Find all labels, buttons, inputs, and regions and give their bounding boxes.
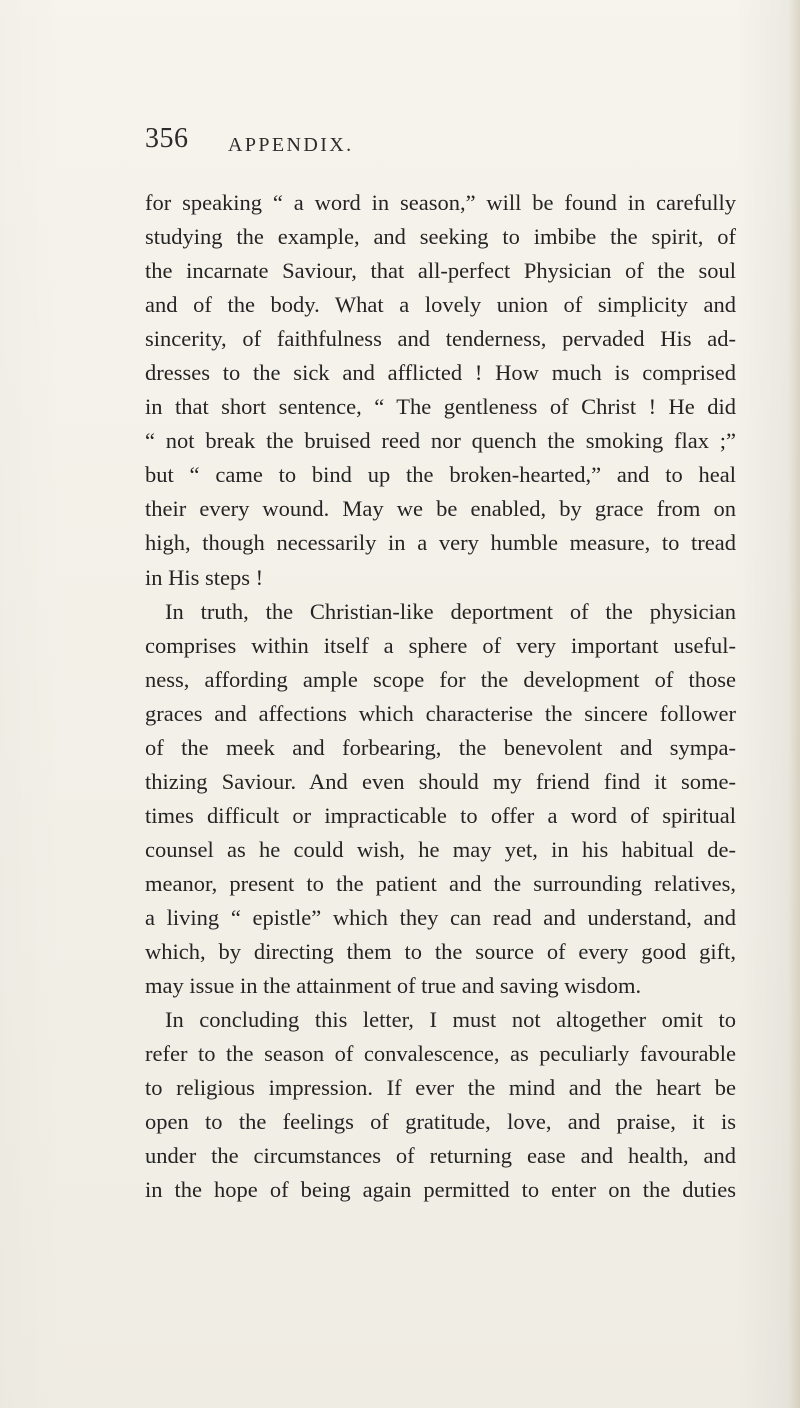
text-line: counsel as he could wish, he may yet, in his habitual de- [145,836,736,862]
text-line: which, by directing them to the source of every good gift, [145,939,736,965]
page-edge-shadow [788,0,800,1408]
body-text [145,186,736,1207]
page-number: 356 [145,123,189,154]
text-line: “ not break the bruised reed nor quench the smoking flax ;” [145,428,736,454]
text-line: for speaking “ a word in season,” will be found in carefully [145,190,736,215]
text-line: graces and affections which characterise the sincere follower [145,700,736,726]
text-line: a living “ epistle” which they can read and understand, and [145,904,736,930]
text-line: in that short sentence, “ The gentleness of Christ ! He did [145,394,736,420]
text-line: dresses to the sick and afflicted ! How much is comprised [145,360,736,386]
text-line: refer to the season of convalescence, as peculiarly favourable [145,1041,736,1067]
text-line: sincerity, of faithfulness and tenderness, pervaded His ad- [145,326,736,352]
text-line: in His steps ! [145,564,264,590]
text-line: high, though necessarily in a very humble measure, to tread [145,530,736,556]
text-line: In truth, the Christian-like deportment of the physician [165,598,736,624]
text-line: but “ came to bind up the broken-hearted,” and to heal [145,462,736,488]
text-line: comprises within itself a sphere of very important useful- [145,632,736,658]
text-line: under the circumstances of returning ease and health, and [145,1143,736,1169]
page-header [0,0,800,170]
text-line: open to the feelings of gratitude, love, and praise, it is [145,1109,736,1135]
text-line: studying the example, and seeking to imbibe the spirit, of [145,224,736,250]
text-line: In concluding this letter, I must not altogether omit to [165,1007,736,1033]
text-line: to religious impression. If ever the mind and the heart be [145,1075,736,1101]
running-head: APPENDIX. [228,134,354,156]
text-line: thizing Saviour. And even should my friend find it some- [145,768,736,794]
text-line: times difficult or impracticable to offer a word of spiritual [145,802,736,828]
text-line: of the meek and forbearing, the benevolent and sympa- [145,734,736,760]
text-line: in the hope of being again permitted to enter on the duties [145,1177,736,1203]
text-line: may issue in the attainment of true and saving wisdom. [145,973,642,999]
text-line: the incarnate Saviour, that all-perfect Physician of the soul [145,258,736,284]
text-line: ness, affording ample scope for the development of those [145,666,736,692]
text-line: and of the body. What a lovely union of simplicity and [145,292,736,318]
text-line: meanor, present to the patient and the surrounding relatives, [145,870,736,896]
text-line: their every wound. May we be enabled, by grace from on [145,496,736,522]
